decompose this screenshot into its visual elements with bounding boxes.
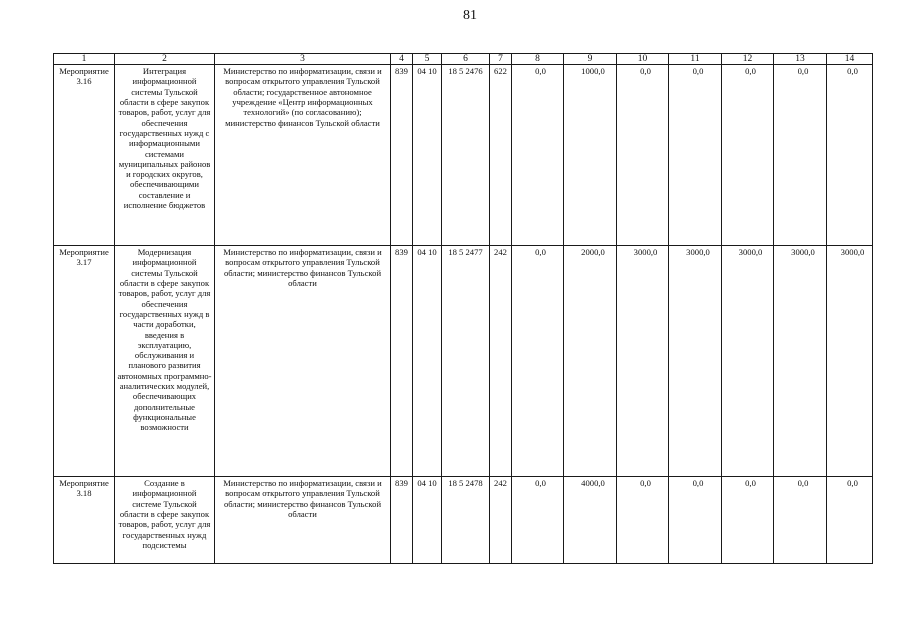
value-text: 4000,0 bbox=[581, 478, 605, 488]
csr-cell: 18 5 2477 bbox=[442, 246, 490, 477]
value-text: 3000,0 bbox=[791, 247, 815, 257]
column-header: 2 bbox=[115, 54, 215, 65]
value-text: 1000,0 bbox=[581, 66, 605, 76]
rzpr-cell: 04 10 bbox=[413, 477, 442, 564]
value-cell bbox=[669, 65, 722, 246]
grbs-cell: 839 bbox=[391, 65, 413, 246]
value-cell bbox=[722, 65, 774, 246]
value-cell bbox=[564, 246, 617, 477]
value-text: 0,0 bbox=[745, 478, 756, 488]
column-header: 8 bbox=[512, 54, 564, 65]
executor-cell: Министерство по информатизации, связи и вопросам открытого управления Тульской области; министерство финансов Тульской области bbox=[215, 477, 391, 564]
value-text: 3000,0 bbox=[738, 247, 763, 257]
value-text: 0,0 bbox=[847, 478, 858, 488]
column-header: 3 bbox=[215, 54, 391, 65]
vr-cell: 242 bbox=[490, 246, 512, 477]
column-header: 5 bbox=[413, 54, 442, 65]
header-row bbox=[54, 54, 873, 65]
measure-cell: Мероприятие 3.18 bbox=[54, 477, 115, 564]
column-header: 11 bbox=[669, 54, 722, 65]
measure-cell: Мероприятие 3.16 bbox=[54, 65, 115, 246]
value-cell bbox=[722, 246, 774, 477]
value-cell bbox=[669, 477, 722, 564]
measure-name-cell: Интеграция информационной системы Тульской области в сфере закупок товаров, работ, услуг для обеспечения государственных нужд с информационными системами муниципальных районов и городских округов, обеспечивающими составление и исполнение бюджетов bbox=[115, 65, 215, 246]
executor-cell: Министерство по информатизации, связи и вопросам открытого управления Тульской области; государственное автономное учреждение «Центр информационных технологий» (по согласованию); министерство финансов Тульской области bbox=[215, 65, 391, 246]
column-header: 12 bbox=[722, 54, 774, 65]
value-text: 0,0 bbox=[535, 66, 546, 76]
value-cell bbox=[827, 477, 873, 564]
executor-cell: Министерство по информатизации, связи и вопросам открытого управления Тульской области; министерство финансов Тульской области bbox=[215, 246, 391, 477]
column-header: 7 bbox=[490, 54, 512, 65]
column-header: 13 bbox=[774, 54, 827, 65]
value-text: 0,0 bbox=[535, 247, 546, 257]
value-cell bbox=[564, 65, 617, 246]
value-text: 0,0 bbox=[640, 66, 651, 76]
column-header: 9 bbox=[564, 54, 617, 65]
value-text: 2000,0 bbox=[581, 247, 605, 257]
value-text: 0,0 bbox=[847, 66, 858, 76]
grbs-cell: 839 bbox=[391, 477, 413, 564]
value-text: 3000,0 bbox=[840, 247, 865, 257]
value-text: 3000,0 bbox=[633, 247, 658, 257]
vr-cell: 242 bbox=[490, 477, 512, 564]
page-number: 81 bbox=[463, 8, 477, 23]
column-header: 6 bbox=[442, 54, 490, 65]
value-cell bbox=[827, 246, 873, 477]
value-cell bbox=[774, 246, 827, 477]
value-cell bbox=[774, 477, 827, 564]
column-header: 4 bbox=[391, 54, 413, 65]
column-header: 1 bbox=[54, 54, 115, 65]
column-header: 10 bbox=[617, 54, 669, 65]
table-row bbox=[54, 65, 873, 246]
grbs-cell: 839 bbox=[391, 246, 413, 477]
value-cell bbox=[564, 477, 617, 564]
value-cell bbox=[512, 246, 564, 477]
value-text: 0,0 bbox=[535, 478, 546, 488]
measure-cell: Мероприятие 3.17 bbox=[54, 246, 115, 477]
budget-table bbox=[53, 53, 873, 564]
value-cell bbox=[669, 246, 722, 477]
csr-cell: 18 5 2478 bbox=[442, 477, 490, 564]
table-row bbox=[54, 246, 873, 477]
column-header: 14 bbox=[827, 54, 873, 65]
csr-cell: 18 5 2476 bbox=[442, 65, 490, 246]
measure-name-cell: Создание в информационной системе Тульской области в сфере закупок товаров, работ, услуг для государственных нужд подсистемы bbox=[115, 477, 215, 564]
value-cell bbox=[512, 477, 564, 564]
value-text: 0,0 bbox=[797, 478, 809, 488]
value-text: 3000,0 bbox=[686, 247, 710, 257]
value-text: 0,0 bbox=[797, 66, 809, 76]
measure-name-cell: Модернизация информационной системы Тульской области в сфере закупок товаров, работ, услуг для обеспечения государственных нужд в части доработки, введения в эксплуатацию, обслуживания и планового развития автономных программно-аналитических модулей, обеспечивающих дополнительные функциональные возможности bbox=[115, 246, 215, 477]
table-row bbox=[54, 477, 873, 564]
rzpr-cell: 04 10 bbox=[413, 65, 442, 246]
vr-cell: 622 bbox=[490, 65, 512, 246]
value-text: 0,0 bbox=[692, 66, 704, 76]
value-cell bbox=[617, 477, 669, 564]
value-cell bbox=[512, 65, 564, 246]
value-cell bbox=[722, 477, 774, 564]
value-cell bbox=[774, 65, 827, 246]
value-text: 0,0 bbox=[692, 478, 704, 488]
value-cell bbox=[827, 65, 873, 246]
value-cell bbox=[617, 65, 669, 246]
value-cell bbox=[617, 246, 669, 477]
rzpr-cell: 04 10 bbox=[413, 246, 442, 477]
value-text: 0,0 bbox=[640, 478, 651, 488]
value-text: 0,0 bbox=[745, 66, 756, 76]
